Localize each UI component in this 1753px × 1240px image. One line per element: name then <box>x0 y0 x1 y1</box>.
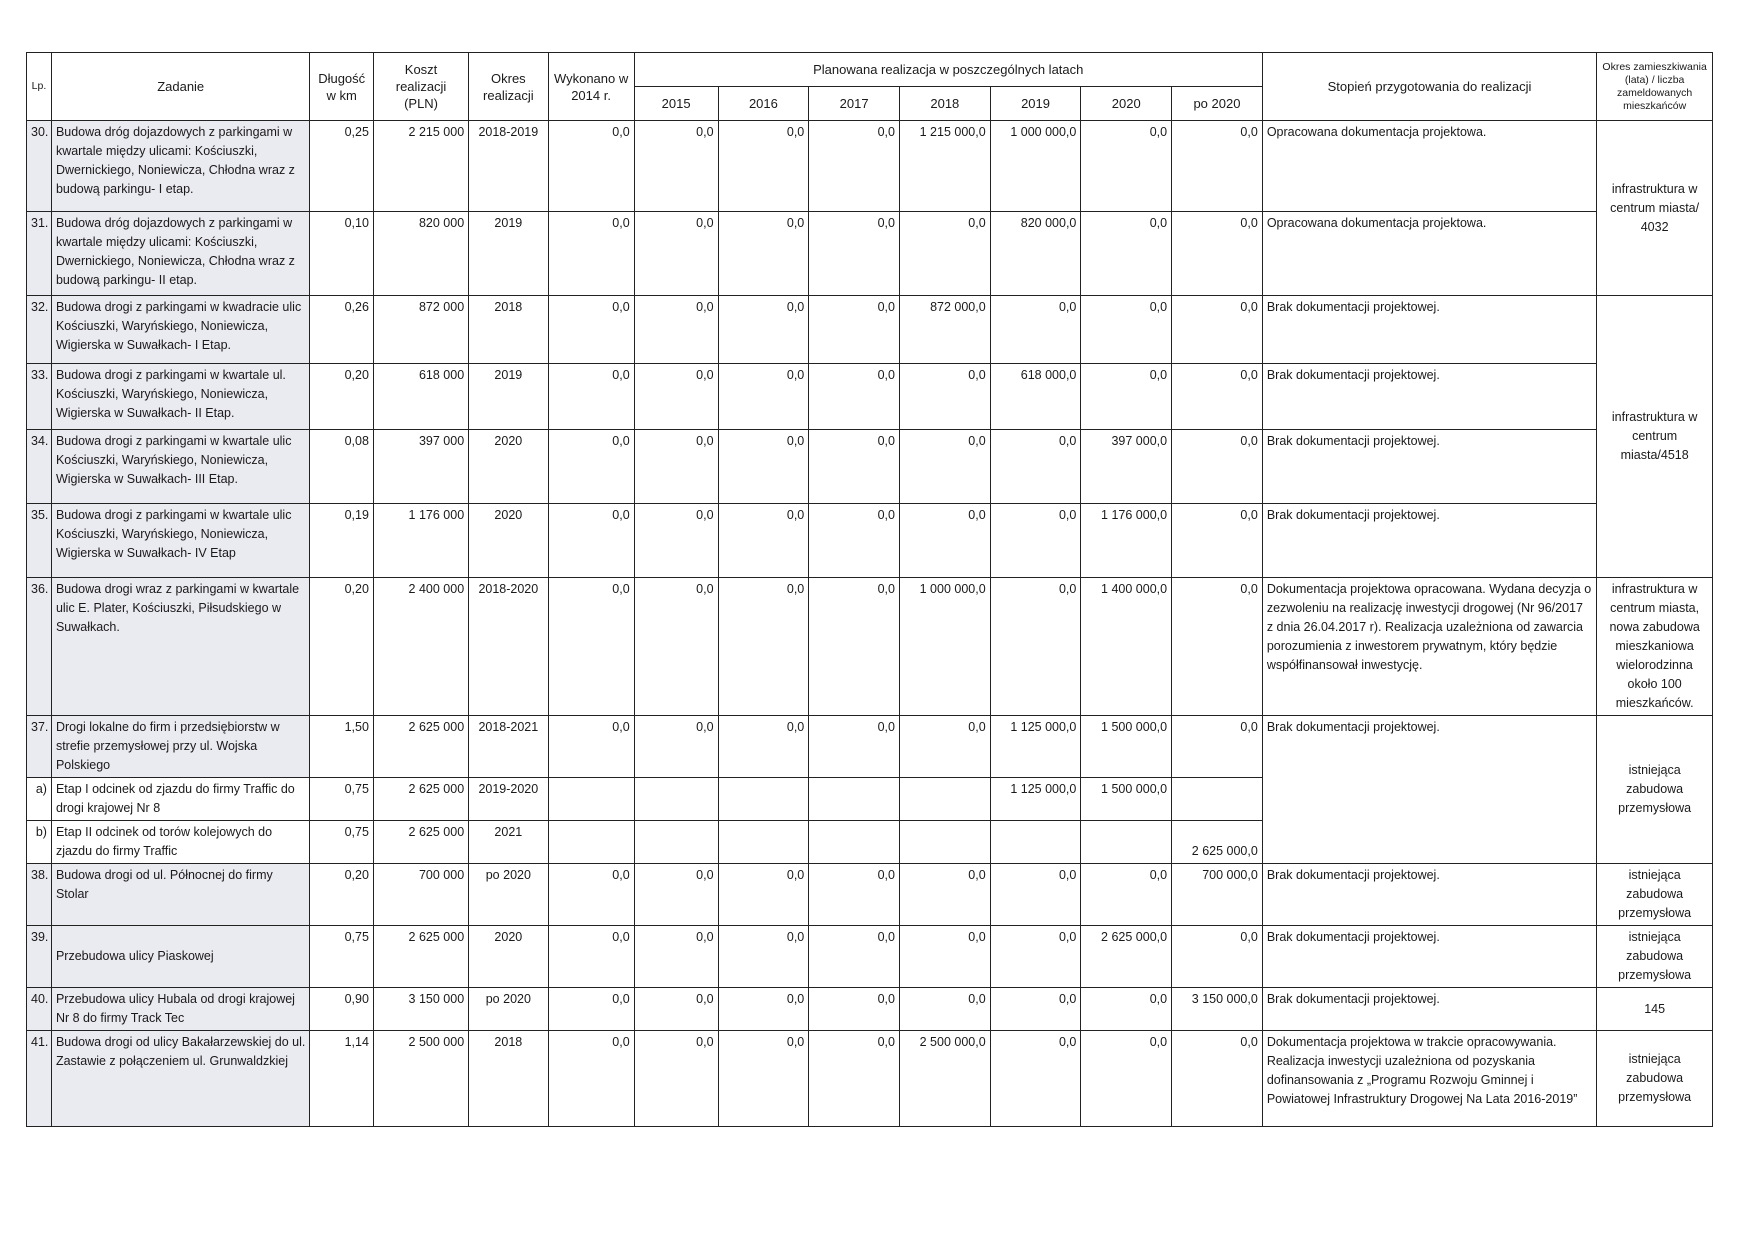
row-2015: 0,0 <box>634 864 718 926</box>
row-2015: 0,0 <box>634 716 718 778</box>
row-2019: 820 000,0 <box>990 212 1081 296</box>
table-row <box>27 212 1713 296</box>
row-cost: 2 625 000 <box>373 778 468 821</box>
table-row <box>27 296 1713 364</box>
row-cost: 2 500 000 <box>373 1031 468 1127</box>
header-cost: Koszt realizacji (PLN) <box>373 53 468 121</box>
row-2017: 0,0 <box>809 212 900 296</box>
row-prep: Dokumentacja projektowa w trakcie opracowywania. Realizacja inwestycji uzależniona od pozyskania dofinansowania z „Programu Rozwoju Gminnej i Powiatowej Infrastruktury Drogowej Na Lata 2016-2019” <box>1262 1031 1596 1127</box>
row-cost: 2 215 000 <box>373 121 468 212</box>
table-row <box>27 430 1713 504</box>
table-row <box>27 578 1713 716</box>
header-year-2019: 2019 <box>990 87 1081 121</box>
row-length: 1,50 <box>310 716 373 778</box>
row-cost: 2 625 000 <box>373 716 468 778</box>
row-residence: 145 <box>1597 988 1713 1031</box>
row-period: 2018-2020 <box>469 578 548 716</box>
row-po2020: 0,0 <box>1172 212 1263 296</box>
row-po2020: 0,0 <box>1172 1031 1263 1127</box>
row-2018: 1 215 000,0 <box>899 121 990 212</box>
row-task: Etap II odcinek od torów kolejowych do zjazdu do firmy Traffic <box>51 821 310 864</box>
table-row <box>27 364 1713 430</box>
row-lp: 39. <box>27 926 52 988</box>
row-residence: infrastruktura w centrum miasta, nowa zabudowa mieszkaniowa wielorodzinna około 100 mieszkańców. <box>1597 578 1713 716</box>
row-done: 0,0 <box>548 988 634 1031</box>
row-residence: istniejąca zabudowa przemysłowa <box>1597 1031 1713 1127</box>
row-done: 0,0 <box>548 1031 634 1127</box>
row-length: 0,08 <box>310 430 373 504</box>
row-po2020: 0,0 <box>1172 578 1263 716</box>
row-2018 <box>899 778 990 821</box>
row-lp: a) <box>27 778 52 821</box>
header-year-2017: 2017 <box>809 87 900 121</box>
row-po2020: 3 150 000,0 <box>1172 988 1263 1031</box>
header-task: Zadanie <box>51 53 310 121</box>
row-2017: 0,0 <box>809 864 900 926</box>
row-length: 0,20 <box>310 864 373 926</box>
row-2020: 0,0 <box>1081 296 1172 364</box>
residence-group-1: infrastruktura w centrum miasta/ 4032 <box>1597 121 1713 296</box>
row-2020: 0,0 <box>1081 121 1172 212</box>
row-2018: 0,0 <box>899 504 990 578</box>
row-2018: 0,0 <box>899 926 990 988</box>
header-prep: Stopień przygotowania do realizacji <box>1262 53 1596 121</box>
row-2020: 0,0 <box>1081 988 1172 1031</box>
row-2016: 0,0 <box>718 121 809 212</box>
row-period: 2018 <box>469 1031 548 1127</box>
row-length: 0,20 <box>310 578 373 716</box>
row-lp: 33. <box>27 364 52 430</box>
row-2016: 0,0 <box>718 578 809 716</box>
row-length: 1,14 <box>310 1031 373 1127</box>
row-2020: 397 000,0 <box>1081 430 1172 504</box>
row-2018: 0,0 <box>899 430 990 504</box>
header-planned: Planowana realizacja w poszczególnych latach <box>634 53 1262 87</box>
row-2020: 0,0 <box>1081 864 1172 926</box>
row-done: 0,0 <box>548 212 634 296</box>
row-lp: 35. <box>27 504 52 578</box>
row-po2020: 0,0 <box>1172 504 1263 578</box>
row-2015: 0,0 <box>634 364 718 430</box>
row-2019: 618 000,0 <box>990 364 1081 430</box>
row-task: Przebudowa ulicy Piaskowej <box>51 926 310 988</box>
row-po2020: 0,0 <box>1172 716 1263 778</box>
row-2019: 0,0 <box>990 1031 1081 1127</box>
row-prep: Brak dokumentacji projektowej. <box>1262 296 1596 364</box>
row-2016: 0,0 <box>718 212 809 296</box>
row-lp: b) <box>27 821 52 864</box>
row-po2020: 700 000,0 <box>1172 864 1263 926</box>
row-task: Budowa drogi z parkingami w kwartale ul. Kościuszki, Waryńskiego, Noniewicza, Wigierska w Suwałkach- II Etap. <box>51 364 310 430</box>
row-done: 0,0 <box>548 578 634 716</box>
row-2020: 0,0 <box>1081 212 1172 296</box>
table-row <box>27 926 1713 988</box>
row-2020: 0,0 <box>1081 1031 1172 1127</box>
row-2019 <box>990 821 1081 864</box>
row-cost: 2 625 000 <box>373 926 468 988</box>
row-length: 0,26 <box>310 296 373 364</box>
row-2017 <box>809 821 900 864</box>
row-cost: 872 000 <box>373 296 468 364</box>
row-po2020: 0,0 <box>1172 430 1263 504</box>
row-prep: Brak dokumentacji projektowej. <box>1262 716 1596 864</box>
row-2020: 1 176 000,0 <box>1081 504 1172 578</box>
row-period: 2020 <box>469 926 548 988</box>
row-length: 0,19 <box>310 504 373 578</box>
row-period: 2018-2021 <box>469 716 548 778</box>
row-cost: 618 000 <box>373 364 468 430</box>
row-prep: Brak dokumentacji projektowej. <box>1262 430 1596 504</box>
row-lp: 40. <box>27 988 52 1031</box>
row-task: Budowa drogi od ul. Północnej do firmy Stolar <box>51 864 310 926</box>
row-lp: 34. <box>27 430 52 504</box>
row-lp: 41. <box>27 1031 52 1127</box>
row-done: 0,0 <box>548 504 634 578</box>
row-2019: 0,0 <box>990 504 1081 578</box>
row-po2020: 2 625 000,0 <box>1172 821 1263 864</box>
row-2017 <box>809 778 900 821</box>
row-2019: 0,0 <box>990 988 1081 1031</box>
row-2016: 0,0 <box>718 296 809 364</box>
header-residence: Okres zamieszkiwania (lata) / liczba zameldowanych mieszkańców <box>1597 53 1713 121</box>
row-2019: 1 125 000,0 <box>990 778 1081 821</box>
row-2018: 0,0 <box>899 988 990 1031</box>
row-task: Budowa drogi wraz z parkingami w kwartale ulic E. Plater, Kościuszki, Piłsudskiego w Suwałkach. <box>51 578 310 716</box>
row-cost: 1 176 000 <box>373 504 468 578</box>
row-2015: 0,0 <box>634 988 718 1031</box>
row-2016: 0,0 <box>718 364 809 430</box>
row-po2020: 0,0 <box>1172 296 1263 364</box>
row-done: 0,0 <box>548 430 634 504</box>
row-period: 2018-2019 <box>469 121 548 212</box>
row-2017: 0,0 <box>809 121 900 212</box>
row-prep: Dokumentacja projektowa opracowana. Wydana decyzja o zezwoleniu na realizację inwestycji drogowej (Nr 96/2017 z dnia 26.04.2017 r). Realizacja uzależniona od zawarcia porozumienia z inwestorem prywatnym, który będzie współfinansował inwestycję. <box>1262 578 1596 716</box>
row-task: Drogi lokalne do firm i przedsiębiorstw w strefie przemysłowej przy ul. Wojska Polskiego <box>51 716 310 778</box>
row-2017: 0,0 <box>809 1031 900 1127</box>
row-2015: 0,0 <box>634 926 718 988</box>
row-2020: 1 500 000,0 <box>1081 716 1172 778</box>
row-2016: 0,0 <box>718 716 809 778</box>
row-cost: 700 000 <box>373 864 468 926</box>
row-2017: 0,0 <box>809 296 900 364</box>
row-2016: 0,0 <box>718 988 809 1031</box>
row-length: 0,75 <box>310 821 373 864</box>
residence-group-3: istniejąca zabudowa przemysłowa <box>1597 716 1713 864</box>
row-2015: 0,0 <box>634 578 718 716</box>
row-2019: 0,0 <box>990 926 1081 988</box>
row-done <box>548 821 634 864</box>
row-cost: 2 625 000 <box>373 821 468 864</box>
investment-table <box>26 52 1713 1127</box>
row-2018: 0,0 <box>899 716 990 778</box>
row-2017: 0,0 <box>809 504 900 578</box>
row-2015: 0,0 <box>634 296 718 364</box>
table-row <box>27 1031 1713 1127</box>
row-period: 2021 <box>469 821 548 864</box>
row-2019: 1 125 000,0 <box>990 716 1081 778</box>
row-2017: 0,0 <box>809 364 900 430</box>
row-lp: 38. <box>27 864 52 926</box>
row-2020: 0,0 <box>1081 364 1172 430</box>
row-2019: 0,0 <box>990 430 1081 504</box>
row-2016 <box>718 778 809 821</box>
row-residence: istniejąca zabudowa przemysłowa <box>1597 864 1713 926</box>
row-cost: 820 000 <box>373 212 468 296</box>
header-year-2020: 2020 <box>1081 87 1172 121</box>
row-2016: 0,0 <box>718 430 809 504</box>
row-length: 0,10 <box>310 212 373 296</box>
row-done <box>548 778 634 821</box>
row-2015 <box>634 821 718 864</box>
row-period: 2020 <box>469 504 548 578</box>
row-period: 2018 <box>469 296 548 364</box>
row-done: 0,0 <box>548 864 634 926</box>
residence-group-2: infrastruktura w centrum miasta/4518 <box>1597 296 1713 578</box>
row-2016: 0,0 <box>718 504 809 578</box>
row-period: po 2020 <box>469 864 548 926</box>
row-lp: 37. <box>27 716 52 778</box>
row-po2020: 0,0 <box>1172 364 1263 430</box>
row-2020: 2 625 000,0 <box>1081 926 1172 988</box>
row-2019: 0,0 <box>990 296 1081 364</box>
row-period: 2020 <box>469 430 548 504</box>
table-row <box>27 716 1713 778</box>
row-2020: 1 500 000,0 <box>1081 778 1172 821</box>
row-prep: Opracowana dokumentacja projektowa. <box>1262 121 1596 212</box>
row-po2020 <box>1172 778 1263 821</box>
row-2017: 0,0 <box>809 716 900 778</box>
row-lp: 36. <box>27 578 52 716</box>
row-prep: Opracowana dokumentacja projektowa. <box>1262 212 1596 296</box>
row-2015: 0,0 <box>634 121 718 212</box>
row-task: Budowa drogi z parkingami w kwadracie ulic Kościuszki, Waryńskiego, Noniewicza, Wigierska w Suwałkach- I Etap. <box>51 296 310 364</box>
row-2015: 0,0 <box>634 504 718 578</box>
row-2018: 872 000,0 <box>899 296 990 364</box>
row-prep: Brak dokumentacji projektowej. <box>1262 864 1596 926</box>
row-lp: 31. <box>27 212 52 296</box>
row-cost: 2 400 000 <box>373 578 468 716</box>
header-year-po2020: po 2020 <box>1172 87 1263 121</box>
table-row <box>27 864 1713 926</box>
row-2015: 0,0 <box>634 212 718 296</box>
row-period: 2019-2020 <box>469 778 548 821</box>
row-2018 <box>899 821 990 864</box>
row-2015: 0,0 <box>634 1031 718 1127</box>
row-length: 0,90 <box>310 988 373 1031</box>
row-done: 0,0 <box>548 296 634 364</box>
row-2015 <box>634 778 718 821</box>
row-prep: Brak dokumentacji projektowej. <box>1262 364 1596 430</box>
row-2019: 1 000 000,0 <box>990 121 1081 212</box>
row-task: Budowa dróg dojazdowych z parkingami w kwartale między ulicami: Kościuszki, Dwernickiego, Noniewicza, Chłodna wraz z budową parkingu- II etap. <box>51 212 310 296</box>
row-length: 0,75 <box>310 926 373 988</box>
table-row <box>27 504 1713 578</box>
row-2017: 0,0 <box>809 430 900 504</box>
row-2018: 0,0 <box>899 212 990 296</box>
row-task: Budowa drogi z parkingami w kwartale ulic Kościuszki, Waryńskiego, Noniewicza, Wigierska w Suwałkach- III Etap. <box>51 430 310 504</box>
row-done: 0,0 <box>548 121 634 212</box>
row-2016: 0,0 <box>718 926 809 988</box>
row-done: 0,0 <box>548 364 634 430</box>
row-prep: Brak dokumentacji projektowej. <box>1262 926 1596 988</box>
table-row <box>27 988 1713 1031</box>
header-year-2018: 2018 <box>899 87 990 121</box>
table-row <box>27 121 1713 212</box>
row-residence: istniejąca zabudowa przemysłowa <box>1597 926 1713 988</box>
header-length: Długość w km <box>310 53 373 121</box>
row-2015: 0,0 <box>634 430 718 504</box>
header-year-2016: 2016 <box>718 87 809 121</box>
row-po2020: 0,0 <box>1172 121 1263 212</box>
row-task: Budowa drogi z parkingami w kwartale ulic Kościuszki, Waryńskiego, Noniewicza, Wigierska w Suwałkach- IV Etap <box>51 504 310 578</box>
row-task: Przebudowa ulicy Hubala od drogi krajowej Nr 8 do firmy Track Tec <box>51 988 310 1031</box>
row-2019: 0,0 <box>990 864 1081 926</box>
row-task: Budowa dróg dojazdowych z parkingami w kwartale między ulicami: Kościuszki, Dwernickiego, Noniewicza, Chłodna wraz z budową parkingu- I etap. <box>51 121 310 212</box>
row-length: 0,20 <box>310 364 373 430</box>
row-2020 <box>1081 821 1172 864</box>
header-year-2015: 2015 <box>634 87 718 121</box>
row-2016: 0,0 <box>718 1031 809 1127</box>
row-task: Budowa drogi od ulicy Bakałarzewskiej do ul. Zastawie z połączeniem ul. Grunwaldzkiej <box>51 1031 310 1127</box>
row-cost: 397 000 <box>373 430 468 504</box>
row-2018: 1 000 000,0 <box>899 578 990 716</box>
row-done: 0,0 <box>548 716 634 778</box>
header-lp: Lp. <box>27 53 52 121</box>
row-done: 0,0 <box>548 926 634 988</box>
row-po2020: 0,0 <box>1172 926 1263 988</box>
row-lp: 30. <box>27 121 52 212</box>
row-period: 2019 <box>469 364 548 430</box>
row-length: 0,75 <box>310 778 373 821</box>
row-2017: 0,0 <box>809 578 900 716</box>
row-length: 0,25 <box>310 121 373 212</box>
row-task: Etap I odcinek od zjazdu do firmy Traffic do drogi krajowej Nr 8 <box>51 778 310 821</box>
row-period: 2019 <box>469 212 548 296</box>
row-prep: Brak dokumentacji projektowej. <box>1262 988 1596 1031</box>
header-period: Okres realizacji <box>469 53 548 121</box>
row-2017: 0,0 <box>809 926 900 988</box>
row-2020: 1 400 000,0 <box>1081 578 1172 716</box>
row-prep: Brak dokumentacji projektowej. <box>1262 504 1596 578</box>
row-2019: 0,0 <box>990 578 1081 716</box>
row-2016: 0,0 <box>718 864 809 926</box>
row-period: po 2020 <box>469 988 548 1031</box>
row-2016 <box>718 821 809 864</box>
row-cost: 3 150 000 <box>373 988 468 1031</box>
row-lp: 32. <box>27 296 52 364</box>
row-2018: 0,0 <box>899 864 990 926</box>
header-done: Wykonano w 2014 r. <box>548 53 634 121</box>
row-2018: 0,0 <box>899 364 990 430</box>
row-2018: 2 500 000,0 <box>899 1031 990 1127</box>
row-2017: 0,0 <box>809 988 900 1031</box>
